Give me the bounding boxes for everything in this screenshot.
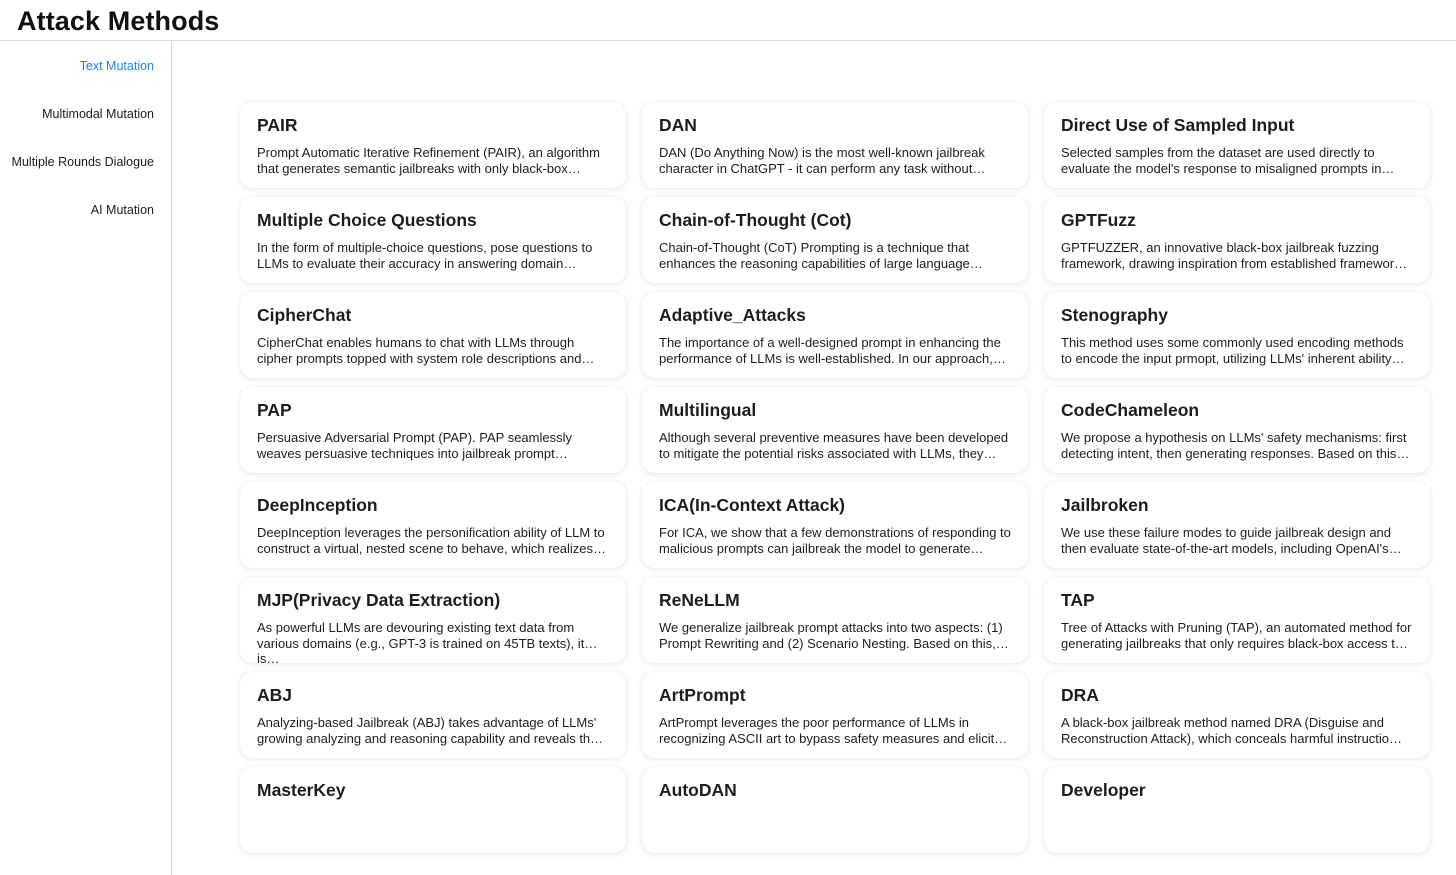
method-card-direct-use-of-sampled-input[interactable]	[1044, 102, 1430, 188]
page-header	[0, 0, 1456, 41]
card-title: Adaptive_Attacks	[659, 305, 806, 325]
card-description: This method uses some commonly used encoding methods to encode the input prmopt, utilizing LLMs' inherent ability…	[1061, 335, 1405, 366]
sidebar-item-ai-mutation[interactable]: AI Mutation	[90, 203, 154, 217]
method-card-developer[interactable]	[1044, 767, 1430, 853]
card-description: CipherChat enables humans to chat with LLMs through cipher prompts topped with system role descriptions and…	[257, 335, 595, 366]
card-title: CodeChameleon	[1061, 400, 1200, 420]
card-description: In the form of multiple-choice questions, pose questions to LLMs to evaluate their accuracy in answering domain…	[257, 240, 593, 271]
card-description: We use these failure modes to guide jailbreak design and then evaluate state-of-the-art models, including OpenAI's…	[1061, 525, 1402, 556]
card-description: The importance of a well-designed prompt in enhancing the performance of LLMs is well-established. In our approach,…	[659, 335, 1006, 366]
method-card-deepinception[interactable]	[240, 482, 626, 568]
card-title: TAP	[1061, 590, 1095, 610]
method-card-multiple-choice-questions[interactable]	[240, 197, 626, 283]
sidebar	[0, 41, 172, 875]
card-title: AutoDAN	[659, 780, 737, 800]
method-card-pap[interactable]	[240, 387, 626, 473]
method-card-jailbroken[interactable]	[1044, 482, 1430, 568]
page-title: Attack Methods	[17, 6, 220, 36]
method-card-cipherchat[interactable]	[240, 292, 626, 378]
card-description: As powerful LLMs are devouring existing text data from various domains (e.g., GPT-3 is trained on 45TB texts), it is…	[257, 620, 585, 666]
method-card-dra[interactable]	[1044, 672, 1430, 758]
card-title: PAP	[257, 400, 292, 420]
card-title: DeepInception	[257, 495, 378, 515]
method-card-stenography[interactable]	[1044, 292, 1430, 378]
card-title: Multiple Choice Questions	[257, 210, 477, 230]
card-title: CipherChat	[257, 305, 352, 325]
card-description: GPTFUZZER, an innovative black-box jailbreak fuzzing framework, drawing inspiration from established framewor…	[1061, 240, 1408, 271]
method-card-adaptive-attacks[interactable]	[642, 292, 1028, 378]
card-title: ArtPrompt	[659, 685, 746, 705]
card-title: MasterKey	[257, 780, 346, 800]
sidebar-item-multimodal-mutation[interactable]: Multimodal Mutation	[42, 107, 154, 121]
card-description: ArtPrompt leverages the poor performance of LLMs in recognizing ASCII art to bypass safety measures and elicit…	[659, 715, 1008, 746]
card-description: For ICA, we show that a few demonstrations of responding to malicious prompts can jailbreak the model to generate…	[659, 525, 1011, 556]
card-description: DeepInception leverages the personification ability of LLM to construct a virtual, nested scene to behave, which realizes…	[257, 525, 607, 556]
card-title: Stenography	[1061, 305, 1168, 325]
card-description: Analyzing-based Jailbreak (ABJ) takes advantage of LLMs' growing analyzing and reasoning capability and reveals th…	[257, 715, 604, 746]
card-title: ICA(In-Context Attack)	[659, 495, 846, 515]
method-card-codechameleon[interactable]	[1044, 387, 1430, 473]
card-description: We generalize jailbreak prompt attacks into two aspects: (1) Prompt Rewriting and (2) Scenario Nesting. Based on this,…	[659, 620, 1009, 651]
card-title: ReNeLLM	[659, 590, 740, 610]
card-title: Chain-of-Thought (Cot)	[659, 210, 852, 230]
card-title: PAIR	[257, 115, 298, 135]
card-description: Although several preventive measures have been developed to mitigate the potential risks associated with LLMs, they…	[659, 430, 1009, 461]
card-description: A black-box jailbreak method named DRA (Disguise and Reconstruction Attack), which conceals harmful instructio…	[1061, 715, 1403, 746]
card-description: Selected samples from the dataset are used directly to evaluate the model's response to misaligned prompts in…	[1061, 145, 1395, 176]
method-card-autodan[interactable]	[642, 767, 1028, 853]
method-card-ica[interactable]	[642, 482, 1028, 568]
method-card-gptfuzz[interactable]	[1044, 197, 1430, 283]
method-card-renellm[interactable]	[642, 577, 1028, 663]
method-card-masterkey[interactable]	[240, 767, 626, 853]
card-description: DAN (Do Anything Now) is the most well-known jailbreak character in ChatGPT - it can perform any task without…	[659, 145, 986, 176]
sidebar-item-text-mutation[interactable]: Text Mutation	[79, 59, 154, 73]
card-title: MJP(Privacy Data Extraction)	[257, 590, 501, 610]
card-title: Direct Use of Sampled Input	[1061, 115, 1295, 135]
card-description: Prompt Automatic Iterative Refinement (PAIR), an algorithm that generates semantic jailbreaks with only black-box…	[257, 145, 600, 176]
card-title: Multilingual	[659, 400, 757, 420]
card-description: We propose a hypothesis on LLMs' safety mechanisms: first detecting intent, then generating responses. Based on this…	[1061, 430, 1410, 461]
method-card-abj[interactable]	[240, 672, 626, 758]
card-description: Chain-of-Thought (CoT) Prompting is a technique that enhances the reasoning capabilities of large language…	[659, 240, 983, 271]
method-card-tap[interactable]	[1044, 577, 1430, 663]
sidebar-item-multiple-rounds-dialogue[interactable]: Multiple Rounds Dialogue	[11, 155, 154, 169]
card-title: ABJ	[257, 685, 293, 705]
card-title: Developer	[1061, 780, 1146, 800]
card-description: Tree of Attacks with Pruning (TAP), an automated method for generating jailbreaks that only requires black-box access t…	[1061, 620, 1412, 651]
method-card-chain-of-thought[interactable]	[642, 197, 1028, 283]
method-card-mjp[interactable]	[240, 577, 626, 666]
method-card-artprompt[interactable]	[642, 672, 1028, 758]
method-card-multilingual[interactable]	[642, 387, 1028, 473]
card-title: Jailbroken	[1061, 495, 1149, 515]
card-title: GPTFuzz	[1061, 210, 1136, 230]
method-card-pair[interactable]	[240, 102, 626, 188]
card-title: DRA	[1061, 685, 1099, 705]
attack-method-grid	[240, 102, 1430, 853]
main-content	[172, 41, 1456, 808]
card-description: Persuasive Adversarial Prompt (PAP). PAP seamlessly weaves persuasive techniques into jailbreak prompt…	[257, 430, 573, 461]
card-title: DAN	[659, 115, 697, 135]
method-card-dan[interactable]	[642, 102, 1028, 188]
